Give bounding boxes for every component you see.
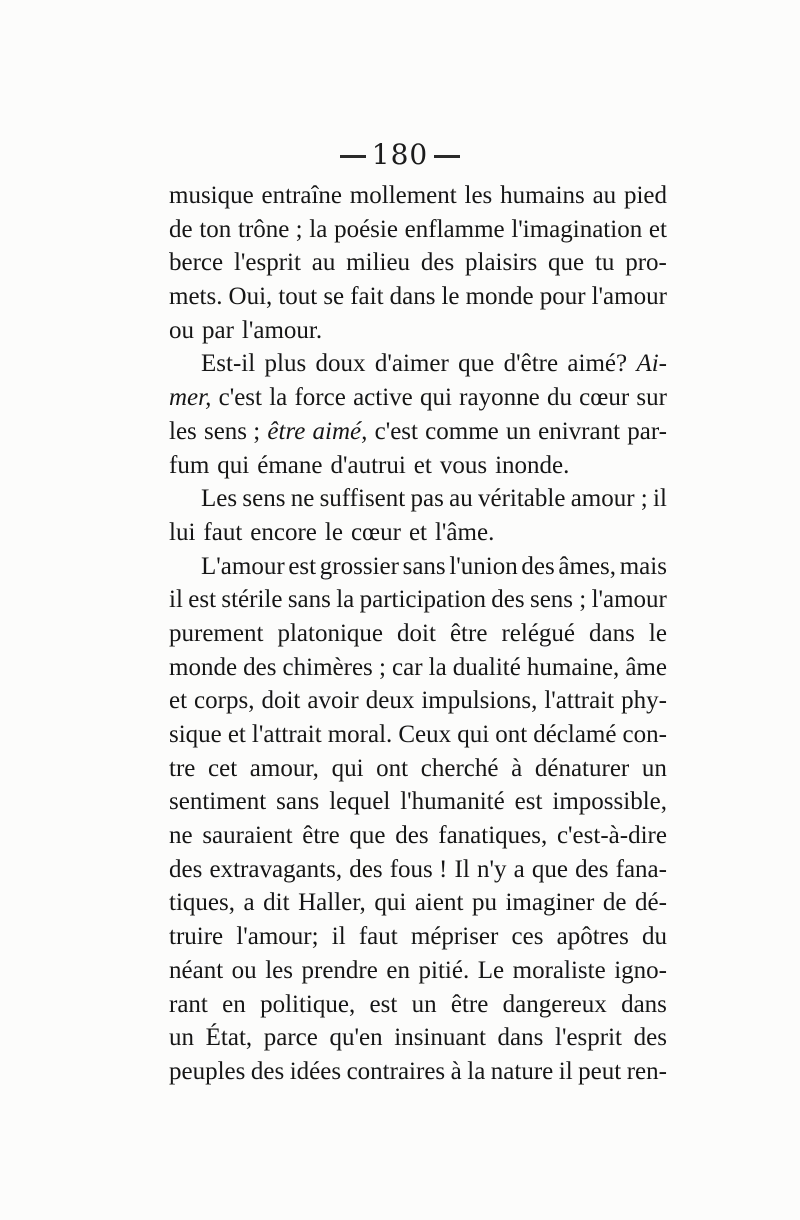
text-line	[169, 954, 667, 988]
word: fanatiques,	[438, 822, 548, 850]
word: ou	[169, 316, 194, 344]
word: la	[467, 1057, 486, 1085]
word: impossible,	[552, 788, 667, 816]
text-line	[169, 718, 667, 752]
text-line	[169, 482, 667, 516]
word: l'amour;	[236, 923, 319, 951]
word: dans	[589, 619, 635, 647]
word: sauraient	[202, 822, 293, 850]
word: amour,	[249, 754, 319, 782]
word: et	[408, 518, 427, 546]
word: ton	[199, 215, 232, 243]
word: des	[395, 822, 429, 850]
word: qui	[217, 451, 250, 479]
text-line	[169, 1021, 667, 1055]
word: de	[602, 889, 627, 917]
word: extravagants,	[209, 855, 343, 883]
word: Les	[201, 485, 238, 513]
word: enivrant	[538, 417, 621, 445]
word: les	[464, 182, 493, 209]
word: par-	[627, 417, 667, 445]
word: mets.	[169, 283, 223, 311]
word: l'union	[449, 552, 518, 580]
word: sentiment	[169, 788, 267, 816]
word: au	[449, 485, 473, 513]
word: des	[420, 249, 455, 277]
text-line	[169, 314, 667, 348]
text-line	[169, 920, 667, 954]
word: l'attrait	[544, 687, 615, 715]
word: Ceux	[398, 721, 452, 748]
word: ne	[169, 822, 193, 850]
word: c'est	[374, 417, 418, 445]
word: berce	[169, 249, 224, 277]
word: l'attrait	[251, 721, 322, 748]
word: dans	[497, 1024, 544, 1052]
word: qui	[457, 721, 490, 748]
word: pas	[410, 485, 444, 513]
word: émane	[257, 451, 323, 479]
word: le	[648, 619, 667, 647]
word: fum	[169, 451, 210, 479]
word: grossier	[319, 552, 399, 580]
word: les	[169, 417, 197, 445]
word: des	[250, 1057, 285, 1085]
word: en	[222, 990, 246, 1018]
text-line	[169, 988, 667, 1022]
page-header	[0, 138, 800, 171]
word: L'amour	[201, 552, 285, 580]
word: néant	[169, 956, 224, 984]
word: comme	[425, 417, 499, 445]
text-line	[169, 449, 667, 483]
word: l'amour	[591, 586, 667, 614]
word: stérile	[221, 586, 283, 614]
word: platonique	[277, 619, 383, 647]
word: sans	[276, 788, 320, 816]
word: les	[265, 956, 293, 984]
word: que	[458, 350, 495, 378]
word: humaine,	[526, 653, 620, 681]
word: le	[324, 518, 343, 546]
text-line	[169, 246, 667, 280]
word: l'esprit	[555, 1024, 622, 1052]
word: du	[546, 384, 572, 412]
word: Le	[477, 956, 505, 984]
word: Ai-	[636, 350, 667, 378]
word: cet	[208, 754, 238, 782]
header-dash-right	[434, 155, 460, 158]
word: au	[592, 182, 617, 209]
word: aimé,	[312, 417, 368, 445]
text-line	[169, 853, 667, 887]
text-line	[169, 179, 667, 213]
word: aient	[414, 889, 464, 917]
word: par	[202, 316, 234, 344]
word: plus	[264, 350, 307, 378]
word: musique	[169, 182, 254, 209]
word: faut	[203, 518, 243, 546]
word: chimères ;	[282, 653, 386, 681]
word: et	[169, 687, 188, 715]
word: vous	[439, 451, 488, 479]
word: ou	[231, 956, 257, 984]
word: plaisirs	[465, 249, 538, 277]
word: l'âme.	[434, 518, 495, 546]
word: se	[323, 283, 345, 311]
word: Oui,	[228, 283, 273, 311]
word: la	[336, 586, 355, 614]
text-line	[169, 516, 667, 550]
word: con-	[622, 721, 667, 748]
word: fana-	[615, 855, 667, 883]
word: idées	[289, 1057, 342, 1085]
word: du	[641, 923, 667, 951]
word: peut	[578, 1057, 622, 1085]
word: est	[514, 788, 543, 816]
word: le	[441, 283, 460, 311]
word: nature	[490, 1057, 554, 1085]
word: cœur	[579, 384, 630, 412]
word: humains	[500, 182, 585, 209]
text-line	[169, 785, 667, 819]
word: sens	[242, 485, 286, 513]
word: inonde.	[495, 451, 570, 479]
word: mollement	[349, 182, 457, 209]
word: et	[648, 215, 667, 243]
word: cœur	[350, 518, 401, 546]
word: peuples	[169, 1057, 246, 1085]
word: d'être	[503, 350, 559, 378]
word: moral.	[327, 721, 393, 748]
word: parce	[263, 1024, 318, 1052]
word: tiques,	[169, 889, 235, 917]
word: pitié.	[418, 956, 470, 984]
word: car	[392, 653, 423, 681]
word: igno-	[614, 956, 667, 984]
word: doux	[315, 350, 366, 378]
body-text	[169, 179, 667, 1089]
word: phy-	[621, 687, 667, 715]
text-line	[169, 280, 667, 314]
word: véritable	[477, 485, 566, 513]
word: rayonne	[459, 384, 540, 412]
text-line	[169, 819, 667, 853]
page-number: 180	[371, 138, 429, 171]
word: des	[243, 653, 277, 681]
word: milieu	[346, 249, 411, 277]
word: encore	[250, 518, 317, 546]
word: pu	[471, 889, 497, 917]
text-line	[169, 617, 667, 651]
word: l'esprit	[233, 249, 301, 277]
word: des	[521, 552, 555, 580]
word: à	[511, 754, 523, 782]
word: être	[450, 990, 489, 1018]
text-line	[169, 651, 667, 685]
word: tu	[594, 249, 615, 277]
word: relégué	[501, 619, 576, 647]
word: pied	[623, 182, 667, 209]
word: déclamé	[533, 721, 617, 748]
word: sans	[402, 552, 446, 580]
word: est	[369, 990, 398, 1018]
word: pro-	[625, 249, 667, 277]
word: apôtres	[556, 923, 629, 951]
word: lui	[169, 518, 196, 546]
word: faut	[358, 923, 398, 951]
word: ne	[290, 485, 315, 513]
word: impulsions,	[421, 687, 538, 715]
word: monde	[465, 283, 534, 311]
word: doit	[397, 619, 436, 647]
word: que	[349, 822, 386, 850]
word: qui	[419, 384, 452, 412]
text-line	[169, 213, 667, 247]
word: c'est-à-dire	[556, 822, 667, 850]
word: dit	[263, 889, 290, 917]
word: truire	[169, 923, 224, 951]
word: cherché	[420, 754, 499, 782]
word: sens ;	[203, 417, 261, 445]
word: mer,	[169, 384, 212, 412]
word: il	[169, 586, 183, 614]
word: et	[413, 451, 432, 479]
word: d'aimer	[374, 350, 449, 378]
word: dangereux	[502, 990, 607, 1018]
word: être	[267, 417, 306, 445]
word: la	[269, 384, 288, 412]
word: à	[450, 1057, 462, 1085]
word: Haller,	[298, 889, 366, 917]
word: un	[411, 990, 437, 1018]
text-line	[169, 415, 667, 449]
word: n'y	[476, 855, 507, 883]
text-line	[169, 347, 667, 381]
word: deux	[365, 687, 415, 715]
word: poésie	[334, 215, 398, 243]
word: l'imagination	[511, 215, 643, 243]
word: moraliste	[512, 956, 606, 984]
word: imaginer	[505, 889, 595, 917]
text-line	[169, 381, 667, 415]
word: la	[428, 653, 447, 681]
word: lequel	[329, 788, 391, 816]
word: âmes,	[558, 552, 617, 580]
word: insinuant	[394, 1024, 486, 1052]
word: l'amour	[591, 283, 667, 311]
text-line	[169, 886, 667, 920]
word: des	[633, 1024, 667, 1052]
word: trône ;	[238, 215, 303, 243]
word: qui	[331, 754, 364, 782]
word: État,	[205, 1024, 253, 1052]
word: est	[188, 586, 217, 614]
word: des	[491, 586, 525, 614]
word: a	[513, 855, 525, 883]
text-line	[169, 1055, 667, 1089]
text-line	[169, 583, 667, 617]
word: Il	[454, 855, 470, 883]
word: Est-il	[201, 350, 256, 378]
header-dash-left	[340, 155, 366, 158]
word: que	[531, 855, 568, 883]
word: corps,	[194, 687, 255, 715]
word: des	[575, 855, 609, 883]
word: un	[505, 417, 531, 445]
word: en	[386, 956, 410, 984]
word: mépriser	[410, 923, 499, 951]
word: sur	[636, 384, 667, 412]
word: dualité	[452, 653, 521, 681]
word: active	[353, 384, 413, 412]
word: l'amour.	[241, 316, 323, 344]
word: sique	[169, 721, 222, 748]
word: la	[309, 215, 328, 243]
word: mais	[619, 552, 667, 580]
word: ont	[376, 754, 409, 782]
word: un	[169, 1024, 194, 1052]
word: fait	[350, 283, 384, 311]
word: a	[243, 889, 255, 917]
word: prendre	[301, 956, 378, 984]
word: d'autrui	[330, 451, 406, 479]
word: c'est	[218, 384, 262, 412]
word: sans	[287, 586, 331, 614]
word: de	[169, 215, 193, 243]
word: dénaturer	[534, 754, 630, 782]
word: rant	[169, 990, 208, 1018]
word: être	[449, 619, 488, 647]
word: ren-	[626, 1057, 667, 1085]
word: qui	[374, 889, 407, 917]
word: être	[302, 822, 340, 850]
word: qu'en	[329, 1024, 383, 1052]
word: des	[169, 855, 203, 883]
word: tre	[169, 754, 196, 782]
word: âme	[625, 653, 667, 681]
word: tout	[278, 283, 318, 311]
word: entraîne	[261, 182, 343, 209]
word: ces	[511, 923, 544, 951]
word: ont	[495, 721, 528, 748]
word: il	[331, 923, 346, 951]
word: un	[641, 754, 667, 782]
word: amour ;	[570, 485, 648, 513]
text-line	[169, 684, 667, 718]
word: dé-	[635, 889, 667, 917]
word: dans	[621, 990, 667, 1018]
word: aimé?	[567, 350, 628, 378]
word: sens ;	[529, 586, 587, 614]
word: avoir	[307, 687, 359, 715]
text-line	[169, 752, 667, 786]
word: au	[311, 249, 336, 277]
word: est	[288, 552, 317, 580]
word: contraires	[346, 1057, 446, 1085]
word: participation	[359, 586, 486, 614]
word: fous !	[389, 855, 448, 883]
word: doit	[261, 687, 301, 715]
word: et	[227, 721, 246, 748]
word: pour	[539, 283, 586, 311]
word: il	[558, 1057, 573, 1085]
text-line	[169, 550, 667, 584]
word: des	[349, 855, 383, 883]
word: l'humanité	[400, 788, 505, 816]
word: politique,	[260, 990, 356, 1018]
word: suffisent	[319, 485, 406, 513]
word: enflamme	[404, 215, 505, 243]
word: dans	[389, 283, 436, 311]
word: il	[653, 485, 667, 513]
word: que	[548, 249, 585, 277]
word: monde	[169, 653, 238, 681]
word: force	[294, 384, 346, 412]
word: purement	[169, 619, 264, 647]
